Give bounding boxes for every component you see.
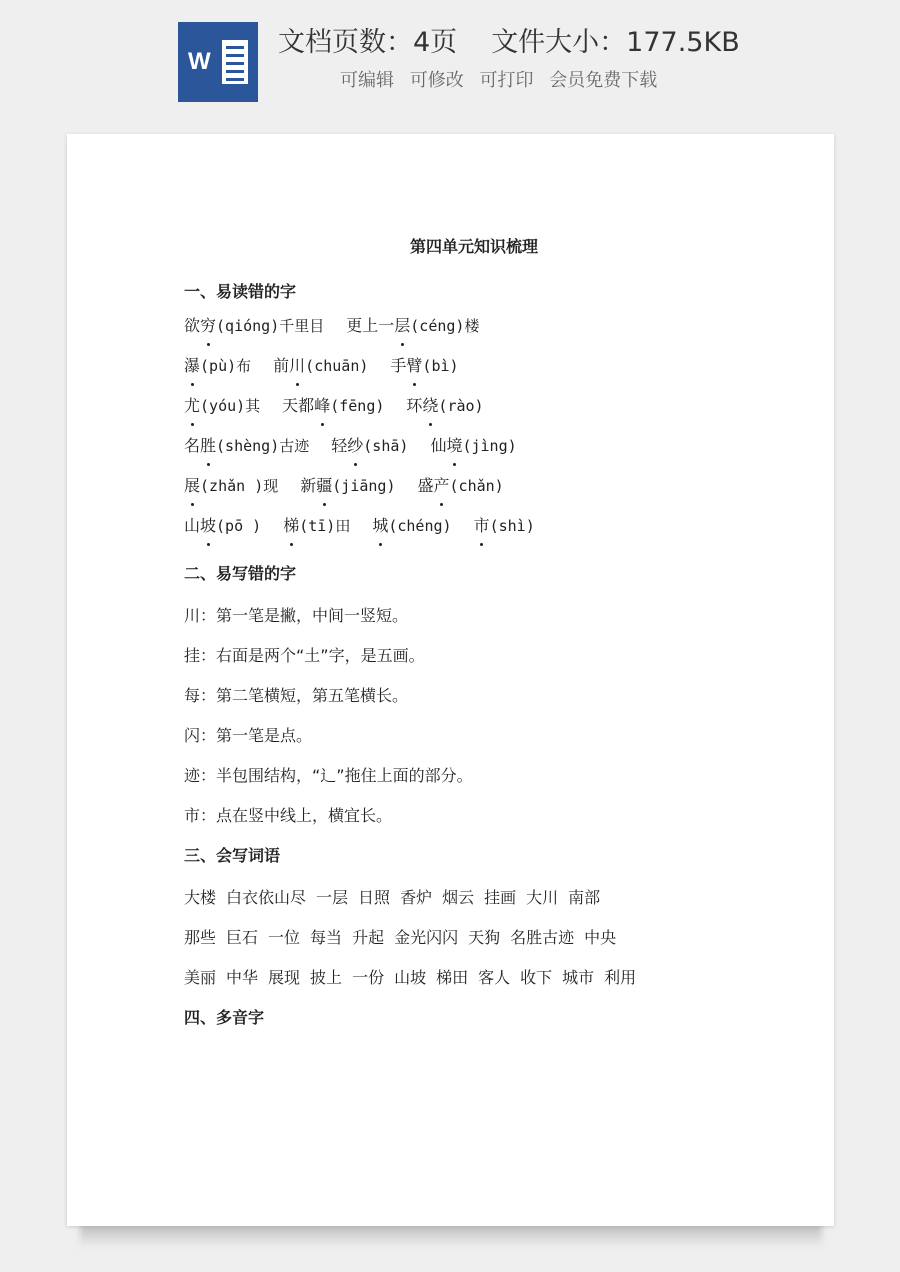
word-item: 山坡 [394, 968, 427, 987]
word-row [184, 961, 744, 1001]
word-item: 挂画 [484, 888, 517, 907]
dotted-char: 纱 [347, 429, 363, 463]
pinyin-suffix: (qióng)千里目 [216, 317, 325, 335]
pinyin-suffix: (shì) [489, 517, 535, 535]
misread-line [184, 309, 744, 349]
section-heading-polyphones: 四、多音字 [184, 1008, 265, 1027]
word-item: 客人 [478, 968, 511, 987]
word-item: 城市 [562, 968, 595, 987]
miswrite-line: 市：点在竖中线上，横宜长。 [184, 806, 393, 825]
dotted-char: 坡 [200, 509, 216, 543]
word-row [184, 881, 744, 921]
misread-item [282, 389, 384, 423]
word-item: 金光闪闪 [394, 928, 459, 947]
dotted-char: 产 [434, 469, 450, 503]
word-item: 那些 [184, 928, 217, 947]
word-item: 展现 [268, 968, 301, 987]
document-body [184, 234, 744, 1035]
pinyin-suffix: (zhǎn )现 [200, 477, 279, 495]
pinyin-suffix: (jiāng) [332, 477, 396, 495]
page-shadow [80, 1224, 822, 1248]
item-prefix: 盛 [417, 476, 434, 495]
dotted-char: 疆 [316, 469, 332, 503]
feature-list [340, 66, 667, 92]
word-item: 一层 [316, 888, 349, 907]
dotted-char: 胜 [200, 429, 216, 463]
item-prefix: 轻 [331, 436, 348, 455]
pinyin-suffix: (chéng) [388, 517, 452, 535]
feature-member-download: 会员免费下载 [549, 70, 658, 91]
misread-line [184, 469, 744, 509]
miswrite-line: 迹：半包围结构，“辶”拖住上面的部分。 [184, 766, 473, 785]
pinyin-suffix: (bì) [422, 357, 459, 375]
section-heading-words: 三、会写词语 [184, 846, 281, 865]
word-item: 日照 [358, 888, 391, 907]
misread-item [184, 309, 324, 343]
word-item: 大楼 [184, 888, 217, 907]
item-prefix: 手 [390, 356, 407, 375]
item-prefix: 欲 [184, 316, 201, 335]
word-item: 一份 [352, 968, 385, 987]
miswrite-line: 闪：第一笔是点。 [184, 726, 313, 745]
misread-line [184, 429, 744, 469]
misread-chars-list [184, 309, 744, 549]
dotted-char: 层 [394, 309, 410, 343]
word-item: 每当 [310, 928, 343, 947]
item-prefix: 新 [300, 476, 317, 495]
pinyin-suffix: (pù)布 [200, 357, 252, 375]
dotted-char: 川 [289, 349, 305, 383]
dotted-char: 峰 [314, 389, 330, 423]
word-item: 香炉 [400, 888, 433, 907]
misread-line [184, 509, 744, 549]
miswrite-line: 每：第二笔横短，第五笔横长。 [184, 686, 409, 705]
pinyin-suffix: (shā) [363, 437, 409, 455]
page-count: 文档页数：4页 [278, 27, 458, 58]
miswrite-line: 挂：右面是两个“土”字，是五画。 [184, 646, 425, 665]
word-item: 名胜古迹 [510, 928, 575, 947]
misread-item [184, 429, 309, 463]
word-item: 南部 [568, 888, 601, 907]
pinyin-suffix: (tī)田 [299, 517, 351, 535]
word-item: 中央 [584, 928, 617, 947]
section-heading-miswrite: 二、易写错的字 [184, 564, 297, 583]
word-row [184, 921, 744, 961]
word-item: 白衣依山尽 [226, 888, 307, 907]
misread-item [283, 509, 350, 543]
dotted-char: 境 [446, 429, 462, 463]
document-page [67, 134, 834, 1226]
word-item: 利用 [604, 968, 637, 987]
pinyin-suffix: (jìng) [462, 437, 517, 455]
dotted-char: 臂 [406, 349, 422, 383]
item-prefix: 仙 [430, 436, 447, 455]
dotted-char: 穷 [200, 309, 216, 343]
misread-item [300, 469, 395, 503]
dotted-char: 市 [474, 509, 490, 543]
pinyin-suffix: (chǎn) [449, 477, 504, 495]
item-prefix: 前 [273, 356, 290, 375]
pinyin-suffix: (yóu)其 [200, 397, 261, 415]
item-prefix: 天都 [282, 396, 315, 415]
dotted-char: 梯 [283, 509, 299, 543]
misread-item [346, 309, 479, 343]
miswrite-line: 川：第一笔是撇，中间一竖短。 [184, 606, 409, 625]
misread-line [184, 349, 744, 389]
word-item: 一位 [268, 928, 301, 947]
word-item: 大川 [526, 888, 559, 907]
section-heading-misread: 一、易读错的字 [184, 282, 297, 301]
word-item: 中华 [226, 968, 259, 987]
word-doc-icon: W [178, 22, 258, 102]
file-size: 文件大小：177.5KB [491, 27, 740, 58]
header [0, 0, 900, 120]
word-item: 烟云 [442, 888, 475, 907]
misread-item [406, 389, 483, 423]
misread-item [417, 469, 503, 503]
dotted-char: 尤 [184, 389, 200, 423]
word-item: 收下 [520, 968, 553, 987]
pinyin-suffix: (céng)楼 [410, 317, 480, 335]
misread-item [474, 509, 535, 543]
word-item: 巨石 [226, 928, 259, 947]
misread-item [184, 469, 278, 503]
misread-item [390, 349, 458, 383]
item-prefix: 环 [406, 396, 423, 415]
word-item: 美丽 [184, 968, 217, 987]
misread-item [184, 349, 251, 383]
word-item: 披上 [310, 968, 343, 987]
word-item: 升起 [352, 928, 385, 947]
misread-item [184, 509, 261, 543]
pinyin-suffix: (chuān) [305, 357, 369, 375]
doc-title: 第四单元知识梳理 [409, 237, 538, 256]
miswrite-chars-list [184, 599, 744, 839]
misread-item [184, 389, 260, 423]
feature-printable: 可打印 [479, 70, 534, 91]
pinyin-suffix: (shèng)古迹 [216, 437, 310, 455]
item-prefix: 山 [184, 516, 201, 535]
word-item: 天狗 [468, 928, 501, 947]
dotted-char: 城 [372, 509, 388, 543]
pinyin-suffix: (pō ) [216, 517, 262, 535]
dotted-char: 展 [184, 469, 200, 503]
dotted-char: 绕 [422, 389, 438, 423]
pinyin-suffix: (fēng) [330, 397, 385, 415]
item-prefix: 更上一 [346, 316, 395, 335]
misread-item [273, 349, 368, 383]
feature-editable: 可编辑 [340, 70, 394, 91]
feature-modifiable: 可修改 [409, 70, 464, 91]
item-prefix: 名 [184, 436, 201, 455]
misread-item [331, 429, 408, 463]
word-list [184, 881, 744, 1001]
pinyin-suffix: (rào) [438, 397, 484, 415]
word-item: 梯田 [436, 968, 469, 987]
misread-line [184, 389, 744, 429]
misread-item [430, 429, 516, 463]
misread-item [372, 509, 451, 543]
dotted-char: 瀑 [184, 349, 200, 383]
file-meta [278, 20, 774, 59]
